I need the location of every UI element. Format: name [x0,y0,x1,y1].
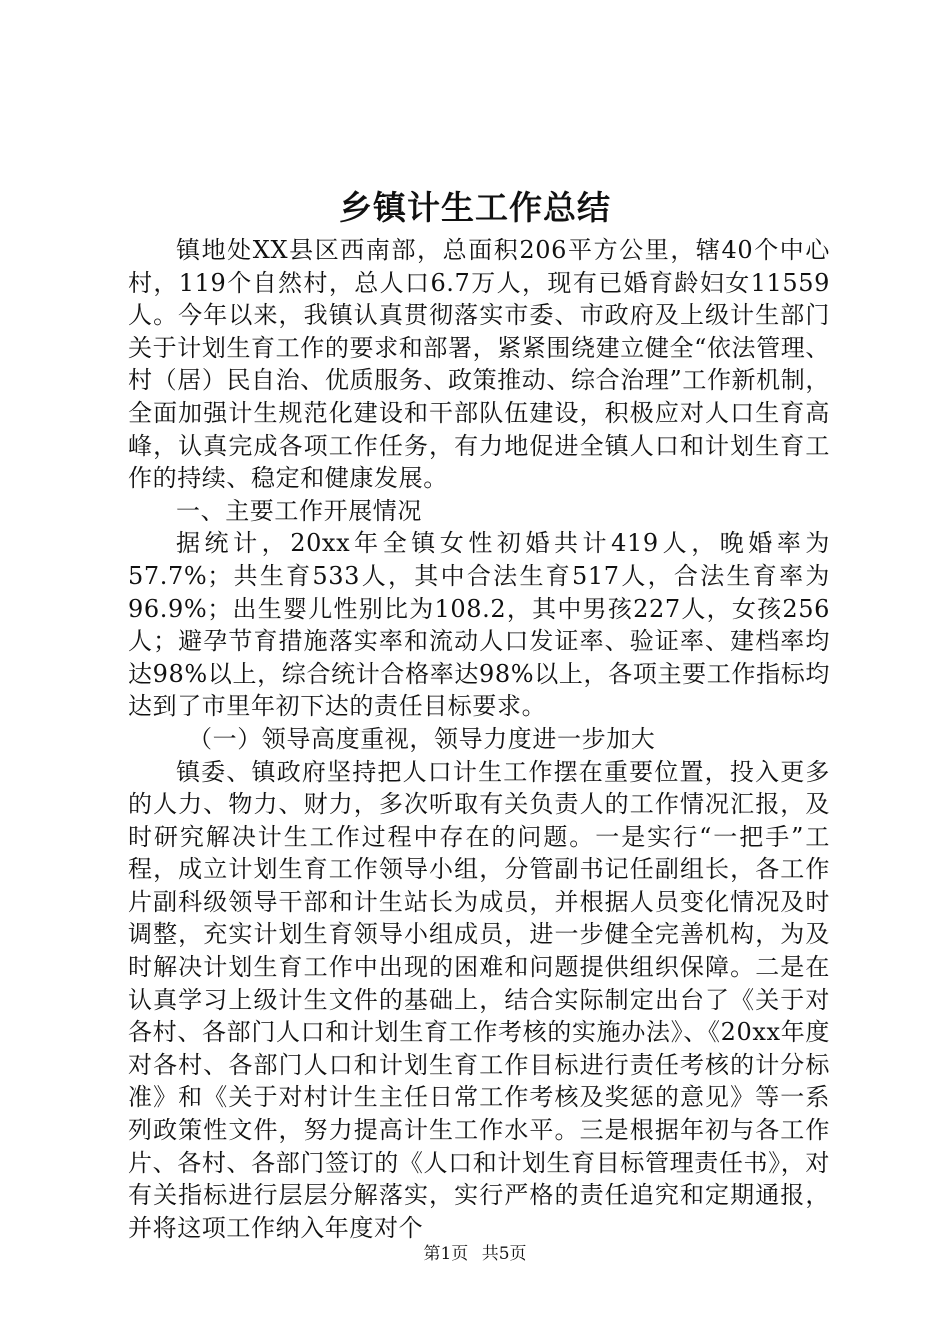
stats-paragraph: 据统计，20xx年全镇女性初婚共计419人，晚婚率为57.7%；共生育533人，其中合法生育517人，合法生育率为96.9%；出生婴儿性别比为108.2，其中男孩227人，女孩256人；避孕节育措施落实率和流动人口发证率、验证率、建档率均达98%以上，综合统计合格率达98%以上，各项主要工作指标均达到了市里年初下达的责任目标要求。 [128,529,830,721]
intro-paragraph: 镇地处XX县区西南部，总面积206平方公里，辖40个中心村，119个自然村，总人口6.7万人，现有已婚育龄妇女11559人。今年以来，我镇认真贯彻落实市委、市政府及上级计生部门关于计划生育工作的要求和部署，紧紧围绕建立健全“依法管理、村（居）民自治、优质服务、政策推动、综合治理”工作新机制，全面加强计生规范化建设和干部队伍建设，积极应对人口生育高峰，认真完成各项工作任务，有力地促进全镇人口和计划生育工作的持续、稳定和健康发展。 [128,236,830,493]
page-footer [0,1243,950,1265]
document-title: 乡镇计生工作总结 [339,188,611,227]
page-number: 第1页 [423,1244,469,1264]
subsection-heading: （一）领导高度重视，领导力度进一步加大 [188,724,656,753]
section-heading: 一、主要工作开展情况 [176,496,422,525]
leadership-paragraph: 镇委、镇政府坚持把人口计生工作摆在重要位置，投入更多的人力、物力、财力，多次听取有关负责人的工作情况汇报，及时研究解决计生工作过程中存在的问题。一是实行“一把手”工程，成立计划生育工作领导小组，分管副书记任副组长，各工作片副科级领导干部和计生站长为成员，并根据人员变化情况及时调整，充实计划生育领导小组成员，进一步健全完善机构，为及时解决计划生育工作中出现的困难和问题提供组织保障。二是在认真学习上级计生文件的基础上，结合实际制定出台了《关于对各村、各部门人口和计划生育工作考核的实施办法》、《20xx年度对各村、各部门人口和计划生育工作目标进行责任考核的计分标准》和《关于对村计生主任日常工作考核及奖惩的意见》等一系列政策性文件，努力提高计生工作水平。三是根据年初与各工作片、各村、各部门签订的《人口和计划生育目标管理责任书》，对有关指标进行层层分解落实，实行严格的责任追究和定期通报，并将这项工作纳入年度对个 [128,757,830,1242]
total-pages: 共5页 [481,1244,527,1264]
document-body [128,234,830,1244]
